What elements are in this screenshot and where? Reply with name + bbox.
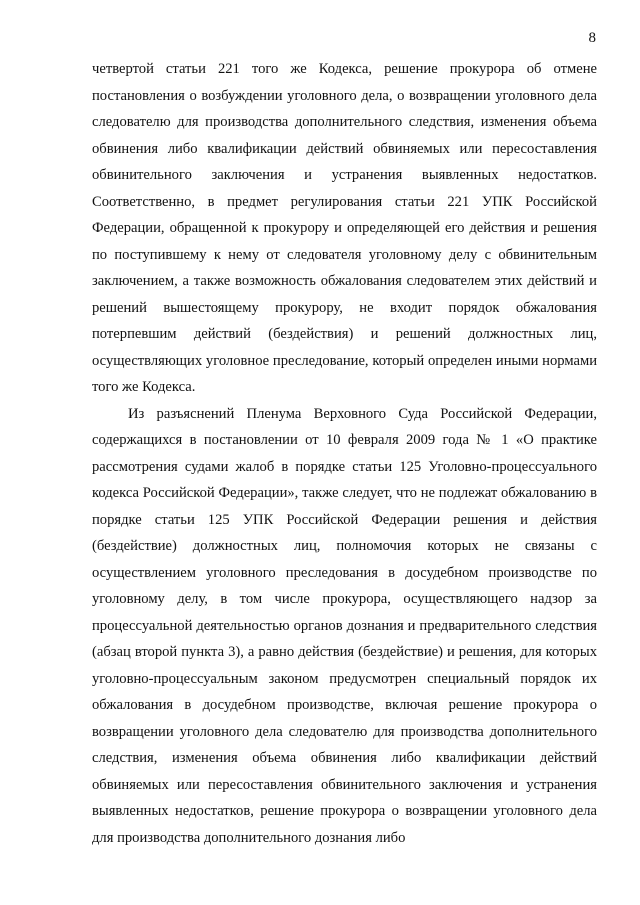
paragraph-plenum-clarification: Из разъяснений Пленума Верховного Суда Российской Федерации, содержащихся в постановлении от 10 февраля 2009 года № 1 «О практике рассмотрения судами жалоб в порядке статьи 125 Уголовно-процессуального кодекса Российской Федерации», также следует, что не подлежат обжалованию в порядке статьи 125 УПК Российской Федерации решения и действия (бездействие) должностных лиц, полномочия которых не связаны с осуществлением уголовного преследования в досудебном производстве по уголовному делу, в том числе прокурора, осуществляющего надзор за процессуальной деятельностью органов дознания и предварительного следствия (абзац второй пункта 3), а равно действия (бездействие) и решения, для которых уголовно-процессуальным законом предусмотрен специальный порядок их обжалования в досудебном производстве, включая решение прокурора о возвращении уголовного дела следователю для производства дополнительного следствия, изменения объема обвинения либо квалификации действий обвиняемых или пересоставления обвинительного заключения и устранения выявленных недостатков, решение прокурора о возвращении уголовного дела для производства дополнительного дознания либо xyxy=(92,405,597,846)
document-body xyxy=(92,56,597,851)
page-number: 8 xyxy=(588,30,596,46)
paragraph-continuation: четвертой статьи 221 того же Кодекса, решение прокурора об отмене постановления о возбуждении уголовного дела, о возвращении уголовного дела следователю для производства дополнительного следствия, изменения объема обвинения либо квалификации действий обвиняемых или пересоставления обвинительного заключения и устранения выявленных недостатков. Соответственно, в предмет регулирования статьи 221 УПК Российской Федерации, обращенной к прокурору и определяющей его действия и решения по поступившему к нему от следователя уголовному делу с обвинительным заключением, а также возможность обжалования следователем этих действий и решений вышестоящему прокурору, не входит порядок обжалования потерпевшим действий (бездействия) и решений должностных лиц, осуществляющих уголовное преследование, который определен иными нормами того же Кодекса. xyxy=(92,61,597,395)
